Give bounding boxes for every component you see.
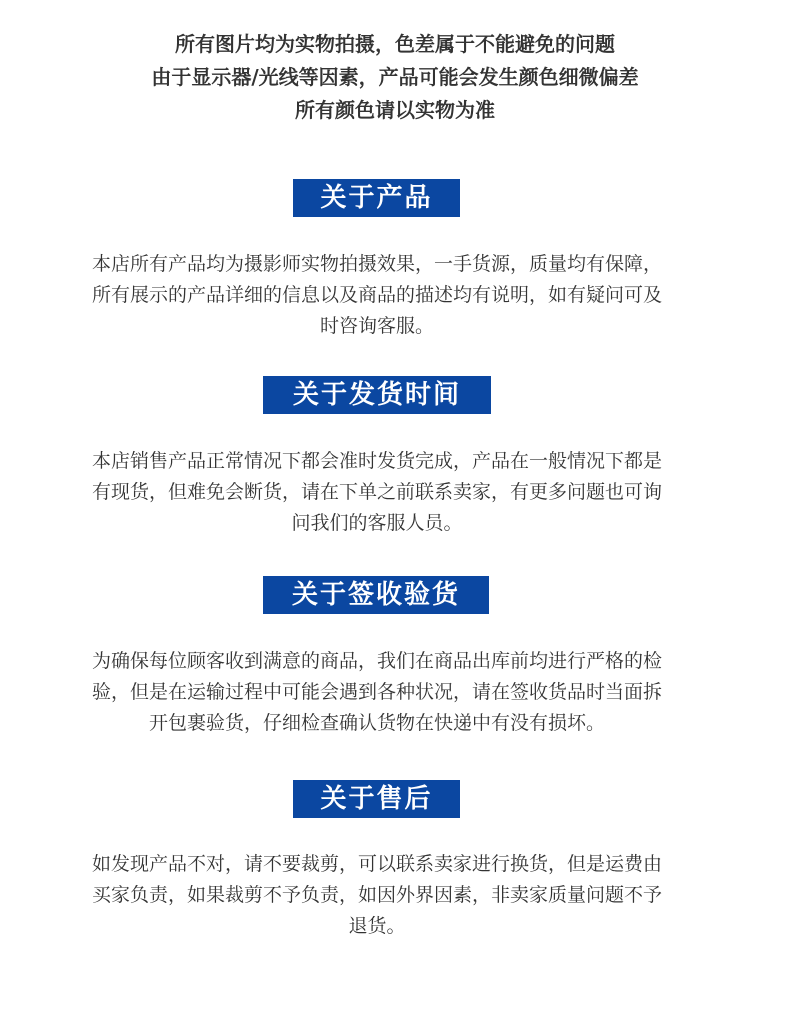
intro-line: 所有图片均为实物拍摄，色差属于不能避免的问题 — [175, 32, 615, 56]
intro-line: 所有颜色请以实物为准 — [295, 98, 495, 122]
paragraph-line: 问我们的客服人员。 — [291, 512, 463, 534]
paragraph-line: 如发现产品不对，请不要裁剪，可以联系卖家进行换货，但是运费由 — [91, 853, 662, 875]
paragraph-line: 验，但是在运输过程中可能会遇到各种状况，请在签收货品时当面拆 — [91, 681, 662, 703]
section-body-after-sales — [64, 849, 690, 942]
paragraph-line: 退货。 — [348, 915, 406, 937]
section-title-shipping: 关于发货时间 — [263, 376, 491, 414]
paragraph-line: 为确保每位顾客收到满意的商品，我们在商品出库前均进行严格的检 — [91, 650, 662, 672]
paragraph-line: 有现货，但难免会断货，请在下单之前联系卖家，有更多问题也可询 — [91, 481, 662, 503]
section-title-product: 关于产品 — [293, 179, 460, 217]
paragraph-line: 所有展示的产品详细的信息以及商品的描述均有说明，如有疑问可及 — [91, 284, 662, 306]
paragraph-line: 本店所有产品均为摄影师实物拍摄效果，一手货源，质量均有保障， — [91, 253, 662, 275]
section-title-after-sales: 关于售后 — [293, 780, 460, 818]
section-body-product — [64, 249, 690, 342]
section-title-inspection: 关于签收验货 — [263, 576, 489, 614]
intro-notice — [0, 28, 790, 127]
paragraph-line: 时咨询客服。 — [319, 315, 434, 337]
section-body-inspection — [64, 646, 690, 739]
paragraph-line: 买家负责，如果裁剪不予负责，如因外界因素，非卖家质量问题不予 — [91, 884, 662, 906]
intro-line: 由于显示器/光线等因素，产品可能会发生颜色细微偏差 — [151, 65, 639, 89]
paragraph-line: 开包裹验货，仔细检查确认货物在快递中有没有损坏。 — [148, 712, 605, 734]
paragraph-line: 本店销售产品正常情况下都会准时发货完成，产品在一般情况下都是 — [91, 450, 662, 472]
section-body-shipping — [64, 446, 690, 539]
